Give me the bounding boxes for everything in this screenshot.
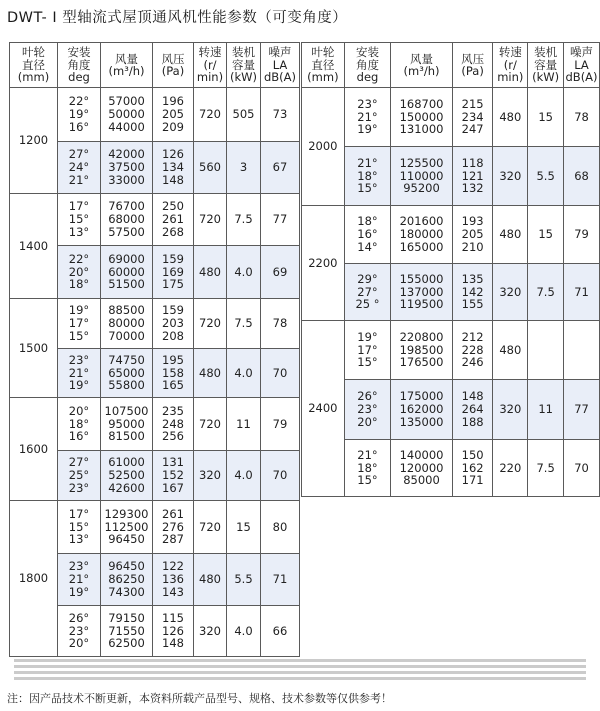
power-cell: 7.5: [528, 264, 564, 321]
power-cell: 4.0: [227, 246, 261, 299]
footnote: 注：因产品技术不断更新，本资料所载产品型号、规格、技术参数等仅供参考！: [7, 692, 392, 705]
pressure-cell: 215 234 247: [452, 88, 493, 147]
noise-cell: 79: [261, 398, 300, 451]
noise-cell: 80: [261, 501, 300, 554]
table-row: [10, 299, 300, 349]
table-row: [10, 398, 300, 451]
pressure-cell: 122 136 143: [153, 554, 194, 606]
table-row: [302, 88, 600, 147]
noise-cell: 78: [261, 299, 300, 349]
flow-cell: 76700 68000 57500: [101, 194, 153, 246]
power-cell: 4.0: [227, 451, 261, 501]
speed-cell: 320: [493, 147, 528, 206]
pressure-cell: 159 203 208: [153, 299, 194, 349]
noise-cell: 70: [564, 440, 600, 497]
noise-cell: 77: [564, 380, 600, 440]
header-angle: 安装 角度 deg: [58, 43, 101, 88]
speed-cell: 480: [493, 321, 528, 380]
pressure-cell: 261 276 287: [153, 501, 194, 554]
table-row: [302, 264, 600, 321]
noise-cell: 77: [261, 194, 300, 246]
angle-cell: 18° 16° 14°: [344, 206, 390, 264]
diameter-cell: 1200: [10, 88, 58, 194]
speed-cell: 320: [194, 606, 227, 657]
table-row: [302, 321, 600, 380]
speed-cell: 720: [194, 88, 227, 142]
pressure-cell: 115 126 148: [153, 606, 194, 657]
speed-cell: 720: [194, 398, 227, 451]
pressure-cell: 195 158 165: [153, 349, 194, 398]
angle-cell: 21° 18° 15°: [344, 147, 390, 206]
diameter-cell: 1500: [10, 299, 58, 398]
diameter-cell: 2200: [302, 206, 345, 321]
flow-cell: 79150 71550 62500: [101, 606, 153, 657]
angle-cell: 19° 17° 15°: [58, 299, 101, 349]
diameter-cell: 2000: [302, 88, 345, 206]
power-cell: 11: [227, 398, 261, 451]
noise-cell: 67: [261, 142, 300, 194]
header-noise: 噪声 LA dB(A): [261, 43, 300, 88]
angle-cell: 23° 21° 19°: [344, 88, 390, 147]
flow-cell: 57000 50000 44000: [101, 88, 153, 142]
speed-cell: 720: [194, 299, 227, 349]
diameter-cell: 2400: [302, 321, 345, 497]
flow-cell: 96450 86250 74300: [101, 554, 153, 606]
angle-cell: 22° 20° 18°: [58, 246, 101, 299]
flow-cell: 140000 120000 85000: [391, 440, 453, 497]
header-row: [302, 43, 600, 88]
flow-cell: 88500 80000 70000: [101, 299, 153, 349]
pressure-cell: 148 264 188: [452, 380, 493, 440]
speed-cell: 480: [194, 554, 227, 606]
divider-stripe: [14, 659, 586, 662]
power-cell: 505: [227, 88, 261, 142]
noise-cell: 78: [564, 88, 600, 147]
pressure-cell: 135 142 155: [452, 264, 493, 321]
pressure-cell: 235 248 256: [153, 398, 194, 451]
speed-cell: 480: [194, 349, 227, 398]
angle-cell: 17° 15° 13°: [58, 194, 101, 246]
diameter-cell: 1800: [10, 501, 58, 657]
noise-cell: 70: [261, 451, 300, 501]
flow-cell: 74750 65000 55800: [101, 349, 153, 398]
angle-cell: 27° 25° 23°: [58, 451, 101, 501]
pressure-cell: 250 261 268: [153, 194, 194, 246]
power-cell: 7.5: [227, 299, 261, 349]
flow-cell: 125500 110000 95200: [391, 147, 453, 206]
table-row: [302, 206, 600, 264]
header-power: 装机 容量 (kW): [227, 43, 261, 88]
noise-cell: [564, 321, 600, 380]
noise-cell: 68: [564, 147, 600, 206]
header-angle: 安装 角度 deg: [344, 43, 390, 88]
power-cell: 11: [528, 380, 564, 440]
angle-cell: 23° 21° 19°: [58, 349, 101, 398]
noise-cell: 69: [261, 246, 300, 299]
angle-cell: 22° 19° 16°: [58, 88, 101, 142]
diameter-cell: 1600: [10, 398, 58, 501]
pressure-cell: 131 152 167: [153, 451, 194, 501]
pressure-cell: 193 205 210: [452, 206, 493, 264]
page-title: DWT- Ⅰ 型轴流式屋顶通风机性能参数（可变角度）: [7, 10, 348, 26]
speed-cell: 320: [493, 380, 528, 440]
noise-cell: 73: [261, 88, 300, 142]
angle-cell: 19° 17° 15°: [344, 321, 390, 380]
performance-table-right: [301, 42, 600, 497]
pressure-cell: 150 162 171: [452, 440, 493, 497]
divider-stripe: [14, 677, 586, 680]
pressure-cell: 212 228 246: [452, 321, 493, 380]
angle-cell: 17° 15° 13°: [58, 501, 101, 554]
angle-cell: 21° 18° 15°: [344, 440, 390, 497]
pressure-cell: 126 134 148: [153, 142, 194, 194]
noise-cell: 70: [261, 349, 300, 398]
table-row: [302, 440, 600, 497]
speed-cell: 220: [493, 440, 528, 497]
angle-cell: 20° 18° 16°: [58, 398, 101, 451]
pressure-cell: 159 169 175: [153, 246, 194, 299]
speed-cell: 480: [493, 206, 528, 264]
table-row: [10, 501, 300, 554]
speed-cell: 720: [194, 501, 227, 554]
angle-cell: 26° 23° 20°: [58, 606, 101, 657]
angle-cell: 23° 21° 19°: [58, 554, 101, 606]
diameter-cell: 1400: [10, 194, 58, 299]
performance-table-left: [9, 42, 300, 657]
header-diameter: 叶轮 直径 (mm): [302, 43, 345, 88]
angle-cell: 29° 27° 25 °: [344, 264, 390, 321]
flow-cell: 69000 60000 51500: [101, 246, 153, 299]
divider-stripe: [14, 671, 586, 674]
power-cell: 4.0: [227, 349, 261, 398]
speed-cell: 560: [194, 142, 227, 194]
speed-cell: 320: [194, 451, 227, 501]
table-row: [302, 380, 600, 440]
speed-cell: 320: [493, 264, 528, 321]
flow-cell: 220800 198500 176500: [391, 321, 453, 380]
power-cell: 3: [227, 142, 261, 194]
table-row: [10, 88, 300, 142]
pressure-cell: 196 205 209: [153, 88, 194, 142]
header-power: 装机 容量 (kW): [528, 43, 564, 88]
flow-cell: 155000 137000 119500: [391, 264, 453, 321]
header-pressure: 风压 (Pa): [153, 43, 194, 88]
power-cell: [528, 321, 564, 380]
power-cell: 7.5: [227, 194, 261, 246]
power-cell: 15: [227, 501, 261, 554]
power-cell: 4.0: [227, 606, 261, 657]
noise-cell: 71: [261, 554, 300, 606]
flow-cell: 129300 112500 96450: [101, 501, 153, 554]
header-speed: 转速 (r/ min): [493, 43, 528, 88]
angle-cell: 27° 24° 21°: [58, 142, 101, 194]
pressure-cell: 118 121 132: [452, 147, 493, 206]
power-cell: 15: [528, 88, 564, 147]
angle-cell: 26° 23° 20°: [344, 380, 390, 440]
header-pressure: 风压 (Pa): [452, 43, 493, 88]
power-cell: 15: [528, 206, 564, 264]
flow-cell: 168700 150000 131000: [391, 88, 453, 147]
header-row: [10, 43, 300, 88]
divider-stripe: [14, 665, 586, 668]
flow-cell: 175000 162000 135000: [391, 380, 453, 440]
flow-cell: 107500 95000 81500: [101, 398, 153, 451]
speed-cell: 480: [194, 246, 227, 299]
header-diameter: 叶轮 直径 (mm): [10, 43, 58, 88]
header-noise: 噪声 LA dB(A): [564, 43, 600, 88]
flow-cell: 42000 37500 33000: [101, 142, 153, 194]
table-row: [302, 147, 600, 206]
header-flow: 风量 (m³/h): [391, 43, 453, 88]
table-row: [10, 194, 300, 246]
noise-cell: 71: [564, 264, 600, 321]
header-speed: 转速 (r/ min): [194, 43, 227, 88]
speed-cell: 480: [493, 88, 528, 147]
power-cell: 5.5: [528, 147, 564, 206]
header-flow: 风量 (m³/h): [101, 43, 153, 88]
power-cell: 5.5: [227, 554, 261, 606]
power-cell: 7.5: [528, 440, 564, 497]
flow-cell: 61000 52500 42600: [101, 451, 153, 501]
speed-cell: 720: [194, 194, 227, 246]
noise-cell: 79: [564, 206, 600, 264]
flow-cell: 201600 180000 165000: [391, 206, 453, 264]
noise-cell: 66: [261, 606, 300, 657]
